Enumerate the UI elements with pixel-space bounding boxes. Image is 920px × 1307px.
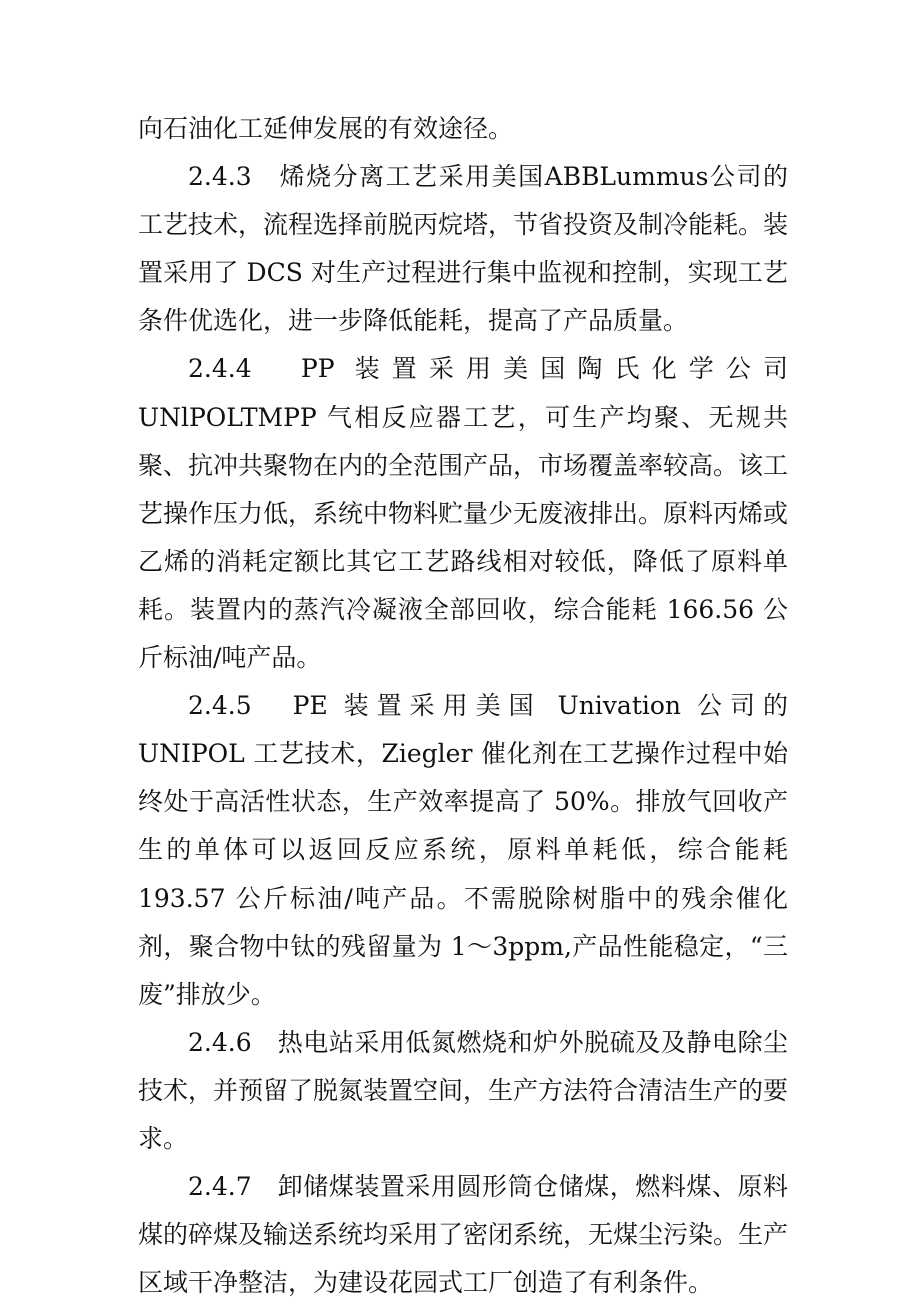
paragraph-2-4-7: 2.4.7 卸储煤装置采用圆形筒仓储煤，燃料煤、原料煤的碎煤及输送系统均采用了密闭系统，无煤尘污染。生产区域干净整洁，为建设花园式工厂创造了有利条件。 (138, 1172, 789, 1298)
paragraph-continuation: 向石油化工延伸发展的有效途径。 (138, 114, 514, 143)
paragraph-2-4-5: 2.4.5 PE 装置采用美国 Univation 公司的 UNIPOL 工艺技术，Ziegler 催化剂在工艺操作过程中始终处于高活性状态，生产效率提高了 50%。排放气回收产生的单体可以返回反应系统，原料单耗低，综合能耗 193.57 公斤标油/吨产品。不需脱除树脂中的残余催化剂，聚合物中钛的残留量为 1～3ppm,产品性能稳定，“三废”排放少。 (138, 691, 788, 1009)
paragraph-2-4-3: 2.4.3 烯烧分离工艺采用美国ABBLummus公司的工艺技术，流程选择前脱丙烷塔，节省投资及制冷能耗。装置采用了 DCS 对生产过程进行集中监视和控制，实现工艺条件优选化，进一步降低能耗，提高了产品质量。 (138, 162, 789, 336)
body-text (138, 105, 788, 1307)
paragraph-2-4-6: 2.4.6 热电站采用低氮燃烧和炉外脱硫及及静电除尘技术，并预留了脱氮装置空间，生产方法符合清洁生产的要求。 (138, 1027, 789, 1153)
paragraph-2-4-4: 2.4.4 PP 装置采用美国陶氏化学公司 UNlPOLTMPP 气相反应器工艺，可生产均聚、无规共聚、抗冲共聚物在内的全范围产品，市场覆盖率较高。该工艺操作压力低，系统中物料贮量少无废液排出。原料丙烯或乙烯的消耗定额比其它工艺路线相对较低，降低了原料单耗。装置内的蒸汽冷凝液全部回收，综合能耗 166.56 公斤标油/吨产品。 (138, 354, 789, 673)
